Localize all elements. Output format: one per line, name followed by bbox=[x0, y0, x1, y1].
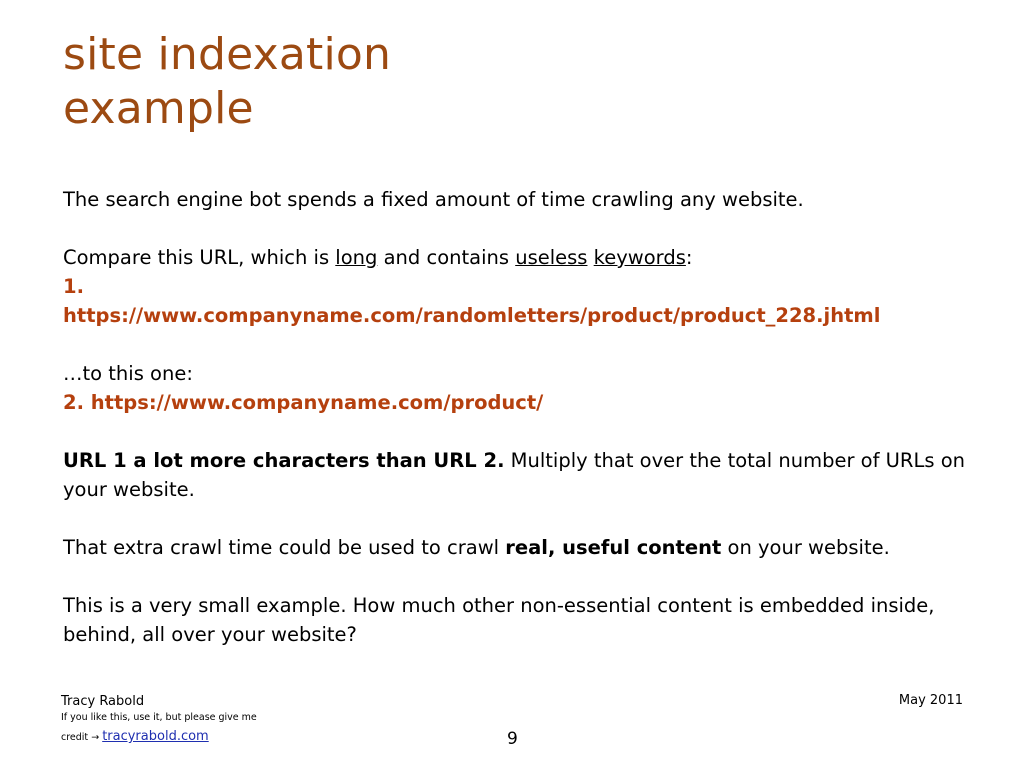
crawl-suffix: on your website. bbox=[721, 536, 890, 559]
footer-credit-line: If you like this, use it, but please give me bbox=[61, 712, 257, 723]
arrow-icon: → bbox=[91, 732, 100, 743]
summary-paragraph bbox=[63, 446, 983, 504]
crawl-prefix: That extra crawl time could be used to crawl bbox=[63, 536, 506, 559]
crawl-paragraph bbox=[63, 533, 983, 562]
url2-number: 2. bbox=[63, 391, 84, 414]
tracyrabold-link[interactable]: tracyrabold.com bbox=[102, 729, 209, 744]
crawl-bold: real, useful content bbox=[505, 536, 722, 559]
word-long: long bbox=[335, 246, 378, 269]
compare-colon: : bbox=[685, 246, 693, 269]
summary-bold: URL 1 a lot more characters than URL 2. bbox=[63, 449, 505, 472]
credit-prefix: credit bbox=[61, 732, 92, 743]
compare-prefix: Compare this URL, which is bbox=[63, 246, 336, 269]
footer-credit-link-line bbox=[61, 730, 209, 745]
to-this-one: …to this one: bbox=[63, 362, 193, 385]
footer-author: Tracy Rabold bbox=[61, 694, 145, 709]
slide-title bbox=[63, 28, 391, 136]
compare-paragraph bbox=[63, 243, 983, 272]
title-line-1: site indexation bbox=[63, 29, 392, 80]
compare-mid: and contains bbox=[377, 246, 516, 269]
footer-date: May 2011 bbox=[898, 693, 963, 708]
word-keywords: keywords bbox=[593, 246, 686, 269]
url1-text: https://www.companyname.com/randomletters/product/product_228.jhtml bbox=[63, 304, 881, 327]
url2-text: https://www.companyname.com/product/ bbox=[90, 391, 544, 414]
intro-paragraph: The search engine bot spends a fixed amount of time crawling any website. bbox=[63, 188, 804, 211]
title-line-2: example bbox=[63, 83, 254, 134]
slide-body bbox=[63, 185, 983, 649]
page-number: 9 bbox=[507, 729, 518, 749]
summary-rest: Multiply that over the total number of URLs on your website. bbox=[63, 449, 965, 501]
url1-number: 1. bbox=[63, 275, 84, 298]
closing-paragraph: This is a very small example. How much other non-essential content is embedded inside, behind, all over your website? bbox=[63, 594, 935, 646]
url2-line bbox=[63, 388, 983, 417]
word-useless: useless bbox=[515, 246, 588, 269]
